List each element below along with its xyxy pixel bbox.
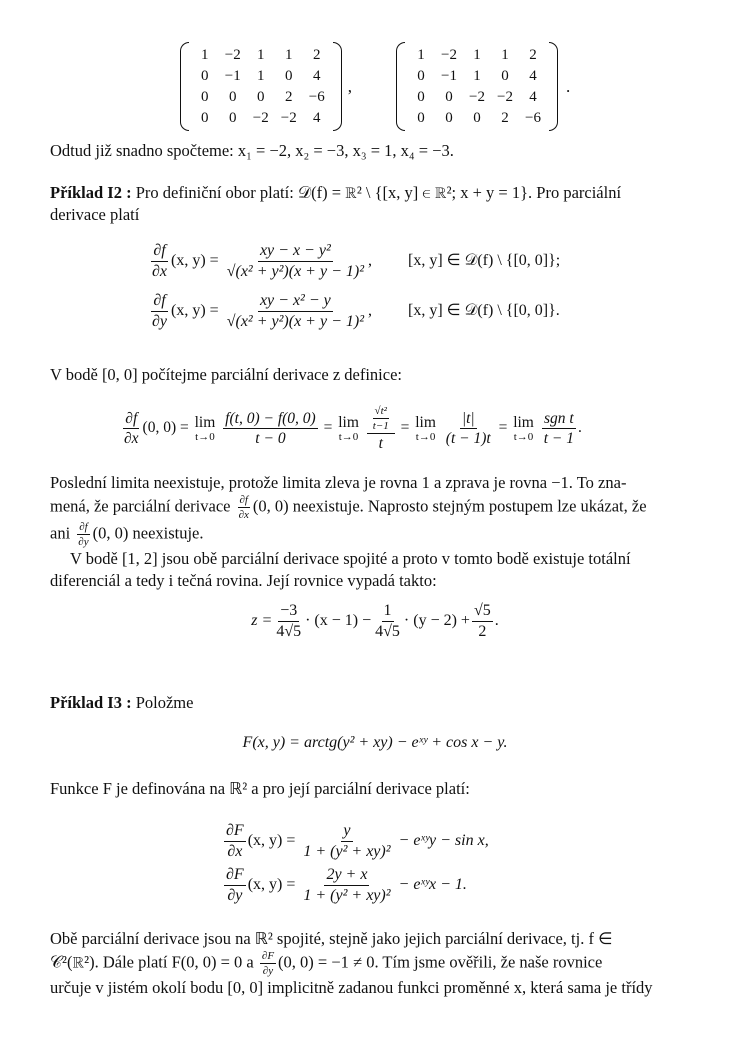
final-paragraph bbox=[50, 928, 700, 999]
matrix-left-cell: −2 bbox=[252, 110, 269, 126]
matrix-left-cell: 0 bbox=[229, 110, 237, 126]
matrix-right-cell: 0 bbox=[445, 110, 453, 126]
matrix-right-cell: −2 bbox=[497, 89, 513, 105]
lim-under-4: t→0 bbox=[513, 431, 534, 444]
dfdy-denominator: √(x² + y²)(x + y − 1)² bbox=[226, 312, 364, 330]
example-i2-intro bbox=[50, 182, 700, 226]
matrix-left-cell: 4 bbox=[313, 68, 321, 84]
limit-line3a: ani bbox=[50, 523, 71, 543]
matrix-right-cell: 2 bbox=[529, 47, 537, 63]
dfdy-lhs: (x, y) = bbox=[171, 301, 219, 319]
matrix-right bbox=[396, 42, 558, 131]
lim-under-2: t→0 bbox=[338, 431, 359, 444]
plane-c1-num: −3 bbox=[278, 602, 299, 622]
matrix-left-cell: 0 bbox=[229, 89, 237, 105]
matrix-right-cell: 0 bbox=[445, 89, 453, 105]
matrix-right-cell: 4 bbox=[529, 89, 537, 105]
lim4-denominator: t − 1 bbox=[543, 430, 575, 448]
example-i3-intro bbox=[50, 692, 700, 714]
lim2-inner-numerator: √t² bbox=[373, 405, 389, 419]
dfdx-condition: [x, y] ∈ 𝒟(f) \ {[0, 0]}; bbox=[407, 251, 561, 269]
matrix-right-cell: −2 bbox=[441, 47, 457, 63]
limit-line1: Poslední limita neexistuje, protože limita zleva je rovna 1 a zprava je rovna −1. To zna- bbox=[50, 473, 627, 492]
final-line1: Obě parciální derivace jsou na ℝ² spojité, stejně jako jejich parciální derivace, tj. f ∈ bbox=[50, 929, 613, 948]
equation-limit-chain: $\frac{\partial f}{\partial x}$ (0, 0) = lim t→0 $\frac{f(t, 0) - f(0, 0)}{t - 0}$ = lim t→0 $\frac{\frac{\text{√t²}}{t-1}}{t}$ = lim t→0 $\frac{|t|}{(t - 1)t}$ = lim t→0 $\frac{\text{sgn t}}{t - 1}$ . bbox=[124, 405, 582, 453]
inline-pd-F-y: ∂y bbox=[262, 965, 274, 978]
origin-paragraph: V bodě [0, 0] počítejme parciální derivace z definice: bbox=[50, 365, 402, 384]
matrix-left-cell: −6 bbox=[308, 89, 325, 105]
dFdx-numerator: y bbox=[341, 822, 352, 842]
plane-c2-num: 1 bbox=[382, 602, 394, 622]
lim1-numerator: f(t, 0) − f(0, 0) bbox=[223, 410, 318, 429]
plane-z: z = bbox=[251, 612, 273, 630]
lim-pd-x: ∂x bbox=[124, 430, 139, 448]
equation-dFdx bbox=[222, 822, 489, 860]
equation-dfdy: $\frac{\partial f}{\partial y}$ (x, y) = $\frac{\text{xy − x² − y}}{\text{√(x² + y²)(x + y − 1)²}}$ , [x, y] ∈ 𝒟(f) \ {[0, 0]}. bbox=[152, 292, 560, 330]
pd-f-numerator-2: ∂f bbox=[151, 292, 167, 312]
matrix-right-cell: 1 bbox=[417, 47, 425, 63]
matrix-right-cell: 0 bbox=[417, 110, 425, 126]
matrix-separator: , bbox=[347, 76, 352, 96]
limit-discussion bbox=[50, 472, 700, 592]
matrix-right-cell: −1 bbox=[441, 68, 457, 84]
dFdx-denominator: 1 + (y² + xy)² bbox=[303, 842, 391, 860]
inline-pd-y: ∂y bbox=[78, 536, 89, 549]
dFdy-lhs: (x, y) = bbox=[247, 875, 296, 893]
limit-line3b: (0, 0) neexistuje. bbox=[92, 523, 204, 543]
pd-x-denominator: ∂x bbox=[152, 262, 168, 280]
plane-c1-den: 4√5 bbox=[276, 622, 302, 640]
matrix-right-cell: 0 bbox=[473, 110, 481, 126]
matrix-right-cell: 0 bbox=[417, 89, 425, 105]
plane-c2-den: 4√5 bbox=[375, 622, 400, 640]
equation-dfdx: $\frac{\partial f}{\partial x}$ (x, y) = $\frac{\text{xy − x − y²}}{\text{√(x² + y²)(x + y − 1)²}}$ , [x, y] ∈ 𝒟(f) \ {[0, 0]}; bbox=[152, 242, 561, 280]
lim-under-1: t→0 bbox=[195, 431, 215, 444]
plane-t1: · (x − 1) − bbox=[305, 612, 372, 630]
matrix-left-cell: 0 bbox=[201, 68, 209, 84]
matrix-left-cell: 1 bbox=[257, 47, 265, 63]
matrix-left-cell: 2 bbox=[285, 89, 293, 105]
matrix-end: . bbox=[566, 76, 571, 96]
result-paragraph: Odtud již snadno spočteme: x₁ = −2, x₂ = −3, x₃ = 1, x₄ = −3. bbox=[50, 141, 454, 160]
pd-y-denominator: ∂y bbox=[152, 312, 168, 330]
matrix-right-cell: 0 bbox=[417, 68, 425, 84]
matrix-right-cell: 4 bbox=[529, 68, 537, 84]
pd-F-x-den: ∂x bbox=[227, 842, 243, 860]
inline-pd-f-2: ∂f bbox=[77, 521, 90, 535]
matrix-right-grid bbox=[405, 42, 549, 131]
equation-tangent-plane bbox=[0, 602, 750, 640]
matrix-left-bracket bbox=[180, 42, 189, 131]
final-line2b: (0, 0) = −1 ≠ 0. Tím jsme ověřili, že naše rovnice bbox=[278, 952, 603, 972]
matrix-left-cell: 1 bbox=[257, 68, 265, 84]
matrix-left-cell: 2 bbox=[313, 47, 321, 63]
dfdx-numerator: xy − x − y² bbox=[258, 242, 333, 262]
matrix-left-cell: 1 bbox=[201, 47, 209, 63]
plane-c3-den: 2 bbox=[478, 622, 487, 640]
lim-word-3: lim bbox=[415, 414, 436, 432]
matrix-left-cell: −2 bbox=[280, 110, 297, 126]
lim-word-2: lim bbox=[338, 414, 359, 432]
dFdx-tail: − eˣʸy − sin x, bbox=[398, 831, 489, 849]
matrix-right-cell: 1 bbox=[473, 47, 481, 63]
final-line3: určuje v jistém okolí bodu [0, 0] implicitně zadanou funkci proměnné x, která sama je třídy bbox=[50, 978, 653, 998]
final-line2a: 𝒞²(ℝ²). Dále platí F(0, 0) = 0 a bbox=[50, 952, 254, 972]
inline-pd-x: ∂x bbox=[238, 509, 249, 522]
limit-line2b: (0, 0) neexistuje. Naprosto stejným postupem lze ukázat, že bbox=[252, 496, 647, 516]
equation-dFdy bbox=[222, 866, 467, 904]
pd-f-numerator: ∂f bbox=[151, 242, 167, 262]
matrix-right-cell: −2 bbox=[469, 89, 485, 105]
matrix-right-cell: 2 bbox=[501, 110, 509, 126]
equation-F-def bbox=[0, 734, 750, 752]
example-i3-label: Příklad I3 : bbox=[50, 693, 132, 712]
point-line2: diferenciál a tedy i tečná rovina. Její rovnice vypadá takto: bbox=[50, 571, 437, 591]
matrix-right-cell: 1 bbox=[473, 68, 481, 84]
dFdy-tail: − eˣʸx − 1. bbox=[398, 875, 467, 893]
matrix-left-bracket-right bbox=[333, 42, 342, 131]
pd-F-num-1: ∂F bbox=[224, 822, 246, 842]
matrix-right-cell: −6 bbox=[525, 110, 541, 126]
matrices-row bbox=[0, 42, 750, 131]
lim4-numerator: sgn t bbox=[542, 410, 576, 429]
pd-F-num-2: ∂F bbox=[224, 866, 246, 886]
matrix-left-cell: 0 bbox=[201, 110, 209, 126]
matrix-right-bracket-right bbox=[549, 42, 558, 131]
inline-pd-f: ∂f bbox=[238, 494, 251, 508]
matrix-left-cell: −2 bbox=[224, 47, 241, 63]
matrix-left-cell: −1 bbox=[224, 68, 241, 84]
lim2-inner-denominator: t−1 bbox=[372, 420, 389, 433]
example-i2-label: Příklad I2 : bbox=[50, 183, 132, 202]
lim3-numerator: |t| bbox=[460, 410, 477, 429]
plane-t2: · (y − 2) + bbox=[403, 612, 470, 630]
matrix-left bbox=[180, 42, 342, 131]
matrix-left-cell: 1 bbox=[285, 47, 293, 63]
example-i3-intro-text: Položme bbox=[135, 693, 194, 712]
matrix-left-grid bbox=[189, 42, 333, 131]
lim-pd-f: ∂f bbox=[123, 410, 139, 429]
dfdy-condition: [x, y] ∈ 𝒟(f) \ {[0, 0]}. bbox=[407, 301, 560, 319]
dFdy-denominator: 1 + (y² + xy)² bbox=[303, 886, 391, 904]
pd-F-y-den: ∂y bbox=[227, 886, 243, 904]
dfdx-lhs: (x, y) = bbox=[171, 251, 219, 269]
lim2-denominator: t bbox=[378, 435, 383, 453]
matrix-left-cell: 0 bbox=[285, 68, 293, 84]
lim-word-4: lim bbox=[513, 414, 534, 432]
limit-line2a: mená, že parciální derivace bbox=[50, 496, 231, 516]
lim-under-3: t→0 bbox=[415, 431, 436, 444]
matrix-right-bracket bbox=[396, 42, 405, 131]
matrix-right-cell: 1 bbox=[501, 47, 509, 63]
lim-lhs: (0, 0) = bbox=[142, 419, 189, 437]
matrix-left-cell: 0 bbox=[201, 89, 209, 105]
matrix-right-cell: 0 bbox=[501, 68, 509, 84]
dfdy-numerator: xy − x² − y bbox=[258, 292, 333, 312]
plane-c3-num: √5 bbox=[472, 602, 493, 622]
example-i2-intro-line1: Pro definiční obor platí: 𝒟(f) = ℝ² \ {[x, y] ∈ ℝ²; x + y = 1}. Pro parciální bbox=[135, 183, 622, 202]
lim-word-1: lim bbox=[194, 414, 216, 432]
example-i2-intro-line2: derivace platí bbox=[50, 205, 140, 224]
matrix-left-cell: 0 bbox=[257, 89, 265, 105]
dfdx-denominator: √(x² + y²)(x + y − 1)² bbox=[226, 262, 364, 280]
inline-pd-F: ∂F bbox=[260, 950, 276, 964]
lim1-denominator: t − 0 bbox=[255, 430, 286, 448]
F-definition: F(x, y) = arctg(y² + xy) − eˣʸ + cos x − y. bbox=[242, 734, 508, 751]
matrix-left-cell: 4 bbox=[313, 110, 321, 126]
dFdy-numerator: 2y + x bbox=[324, 866, 369, 886]
F-domain-paragraph: Funkce F je definována na ℝ² a pro její parciální derivace platí: bbox=[50, 779, 470, 798]
plane-end: . bbox=[494, 612, 499, 630]
dFdx-lhs: (x, y) = bbox=[247, 831, 296, 849]
lim3-denominator: (t − 1)t bbox=[445, 430, 491, 448]
point-line1: V bodě [1, 2] jsou obě parciální derivace spojité a proto v tomto bodě existuje totální bbox=[70, 549, 631, 569]
